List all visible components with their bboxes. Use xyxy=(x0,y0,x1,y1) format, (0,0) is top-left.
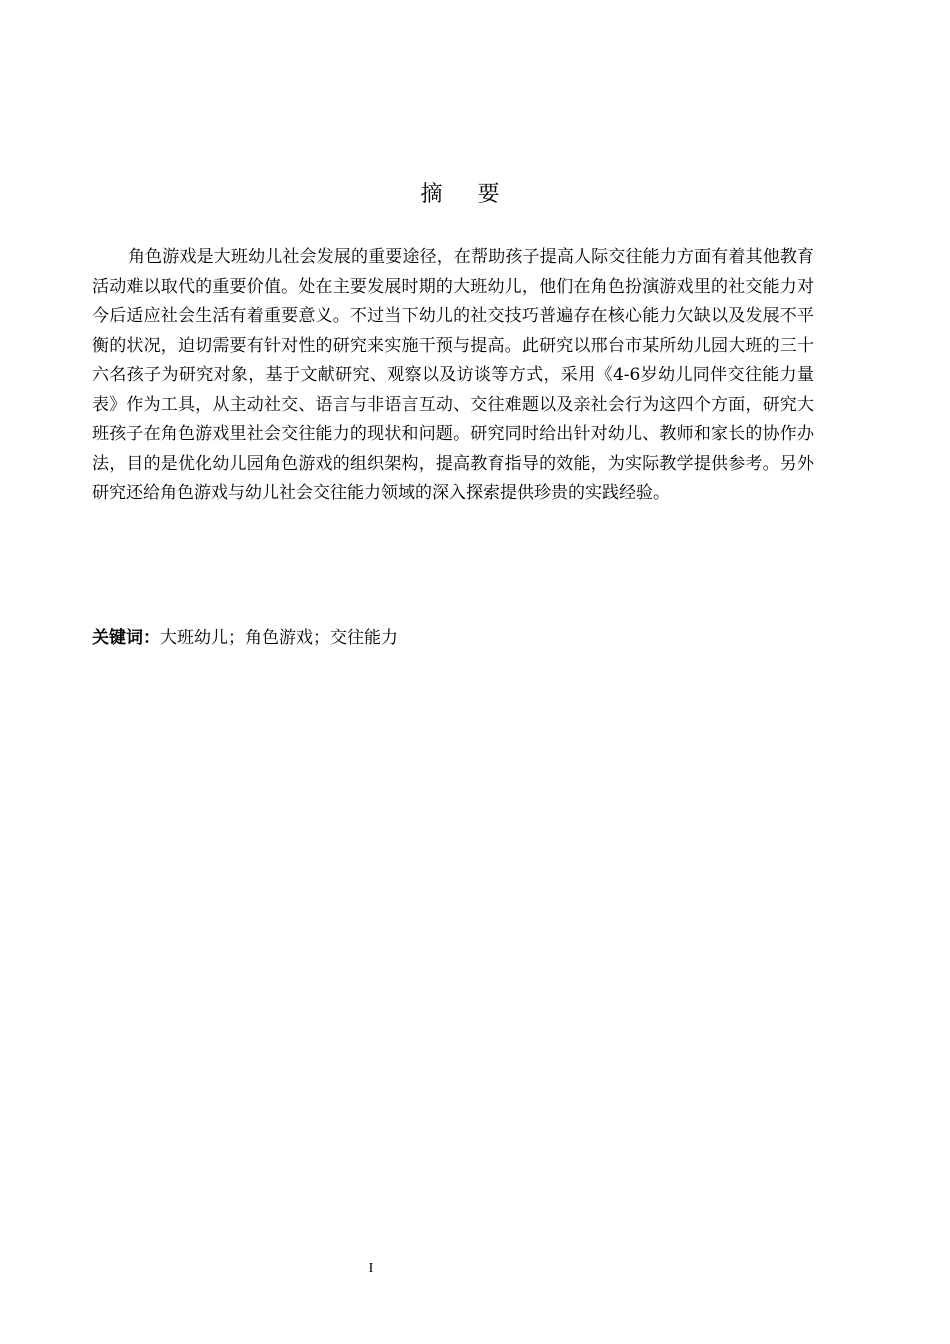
page-number: I xyxy=(368,1261,374,1276)
keywords-line xyxy=(92,624,814,653)
abstract-paragraph: 角色游戏是大班幼儿社会发展的重要途径，在帮助孩子提高人际交往能力方面有着其他教育活动难以取代的重要价值。处在主要发展时期的大班幼儿，他们在角色扮演游戏里的社交能力对今后适应社会生活有着重要意义。不过当下幼儿的社交技巧普遍存在核心能力欠缺以及发展不平衡的状况，迫切需要有针对性的研究来实施干预与提高。此研究以邢台市某所幼儿园大班的三十六名孩子为研究对象，基于文献研究、观察以及访谈等方式，采用《4-6岁幼儿同伴交往能力量表》作为工具，从主动社交、语言与非语言互动、交往难题以及亲社会行为这四个方面，研究大班孩子在角色游戏里社会交往能力的现状和问题。研究同时给出针对幼儿、教师和家长的协作办法，目的是优化幼儿园角色游戏的组织架构，提高教育指导的效能，为实际教学提供参考。另外研究还给角色游戏与幼儿社会交往能力领域的深入探索提供珍贵的实践经验。 xyxy=(92,247,814,503)
keywords-label: 关键词： xyxy=(92,628,160,648)
keywords-text: 大班幼儿；角色游戏；交往能力 xyxy=(160,628,398,648)
abstract-title: 摘 要 xyxy=(420,182,514,207)
